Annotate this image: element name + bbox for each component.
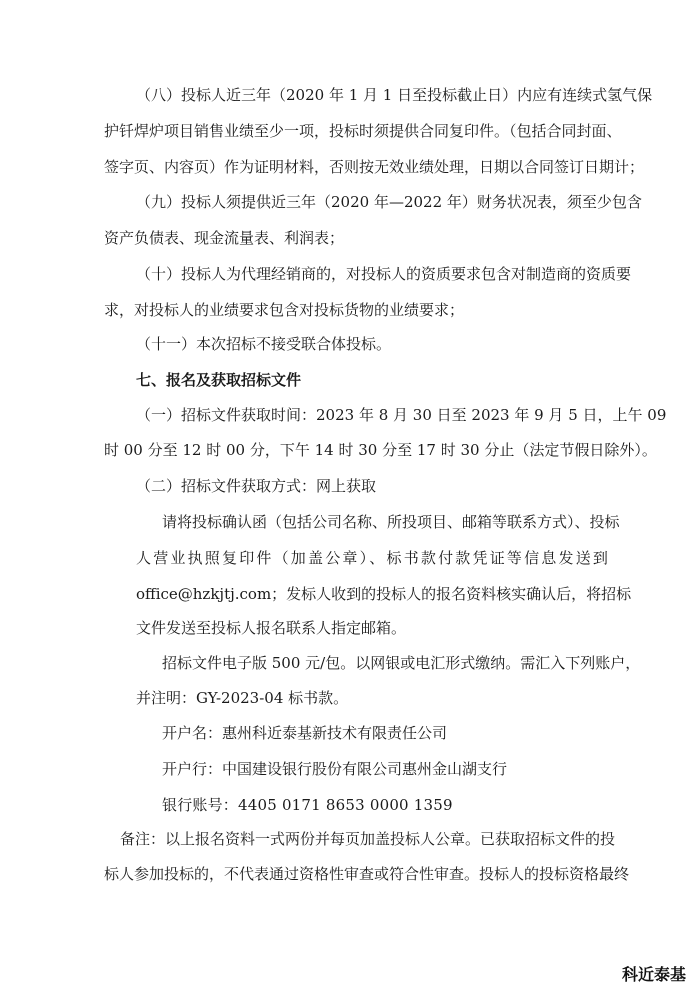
fee-line-2: 并注明：GY-2023-04 标书款。 bbox=[136, 689, 349, 707]
item-2-line-1: （二）招标文件获取方式：网上获取 bbox=[136, 477, 377, 495]
para-9-line-1: （九）投标人须提供近三年（2020 年—2022 年）财务状况表，须至少包含 bbox=[136, 193, 642, 211]
note-line-2: 标人参加投标的，不代表通过资格性审查或符合性审查。投标人的投标资格最终 bbox=[104, 865, 630, 883]
instructions-line-1: 请将投标确认函（包括公司名称、所投项目、邮箱等联系方式）、投标 bbox=[162, 513, 620, 531]
para-9-line-2: 资产负债表、现金流量表、利润表； bbox=[104, 229, 345, 247]
item-1-line-1: （一）招标文件获取时间：2023 年 8 月 30 日至 2023 年 9 月 5 日，上午 09 bbox=[136, 406, 667, 424]
para-11-line-1: （十一）本次招标不接受联合体投标。 bbox=[136, 335, 392, 353]
account-bank: 开户行：中国建设银行股份有限公司惠州金山湖支行 bbox=[162, 760, 508, 778]
fee-line-1: 招标文件电子版 500 元/包。以网银或电汇形式缴纳。需汇入下列账户， bbox=[162, 654, 641, 672]
account-name: 开户名：惠州科近泰基新技术有限责任公司 bbox=[162, 724, 448, 742]
note-line-1: 备注：以上报名资料一式两份并每页加盖投标人公章。已获取招标文件的投 bbox=[120, 830, 616, 848]
instructions-line-4: 文件发送至投标人报名联系人指定邮箱。 bbox=[136, 619, 407, 637]
item-1-line-2: 时 00 分至 12 时 00 分，下午 14 时 30 分至 17 时 30 分止（法定节假日除外）。 bbox=[104, 441, 657, 459]
watermark-logo-text: 科近泰基 bbox=[618, 961, 690, 986]
para-8-line-3: 签字页、内容页）作为证明材料，否则按无效业绩处理，日期以合同签订日期计； bbox=[104, 158, 645, 176]
para-10-line-1: （十）投标人为代理经销商的，对投标人的资质要求包含对制造商的资质要 bbox=[136, 265, 632, 283]
instructions-line-3: office@hzkjtj.com；发标人收到的投标人的报名资料核实确认后，将招标 bbox=[136, 585, 632, 603]
instructions-line-2: 人营业执照复印件（加盖公章）、标书款付款凭证等信息发送到 bbox=[136, 549, 611, 567]
para-8-line-1: （八）投标人近三年（2020 年 1 月 1 日至投标截止日）内应有连续式氢气保 bbox=[136, 86, 653, 104]
para-10-line-2: 求，对投标人的业绩要求包含对投标货物的业绩要求； bbox=[104, 301, 465, 319]
para-8-line-2: 护钎焊炉项目销售业绩至少一项，投标时须提供合同复印件。（包括合同封面、 bbox=[104, 122, 622, 140]
account-number: 银行账号：4405 0171 8653 0000 1359 bbox=[162, 796, 453, 814]
section-7-heading: 七、报名及获取招标文件 bbox=[136, 371, 302, 389]
